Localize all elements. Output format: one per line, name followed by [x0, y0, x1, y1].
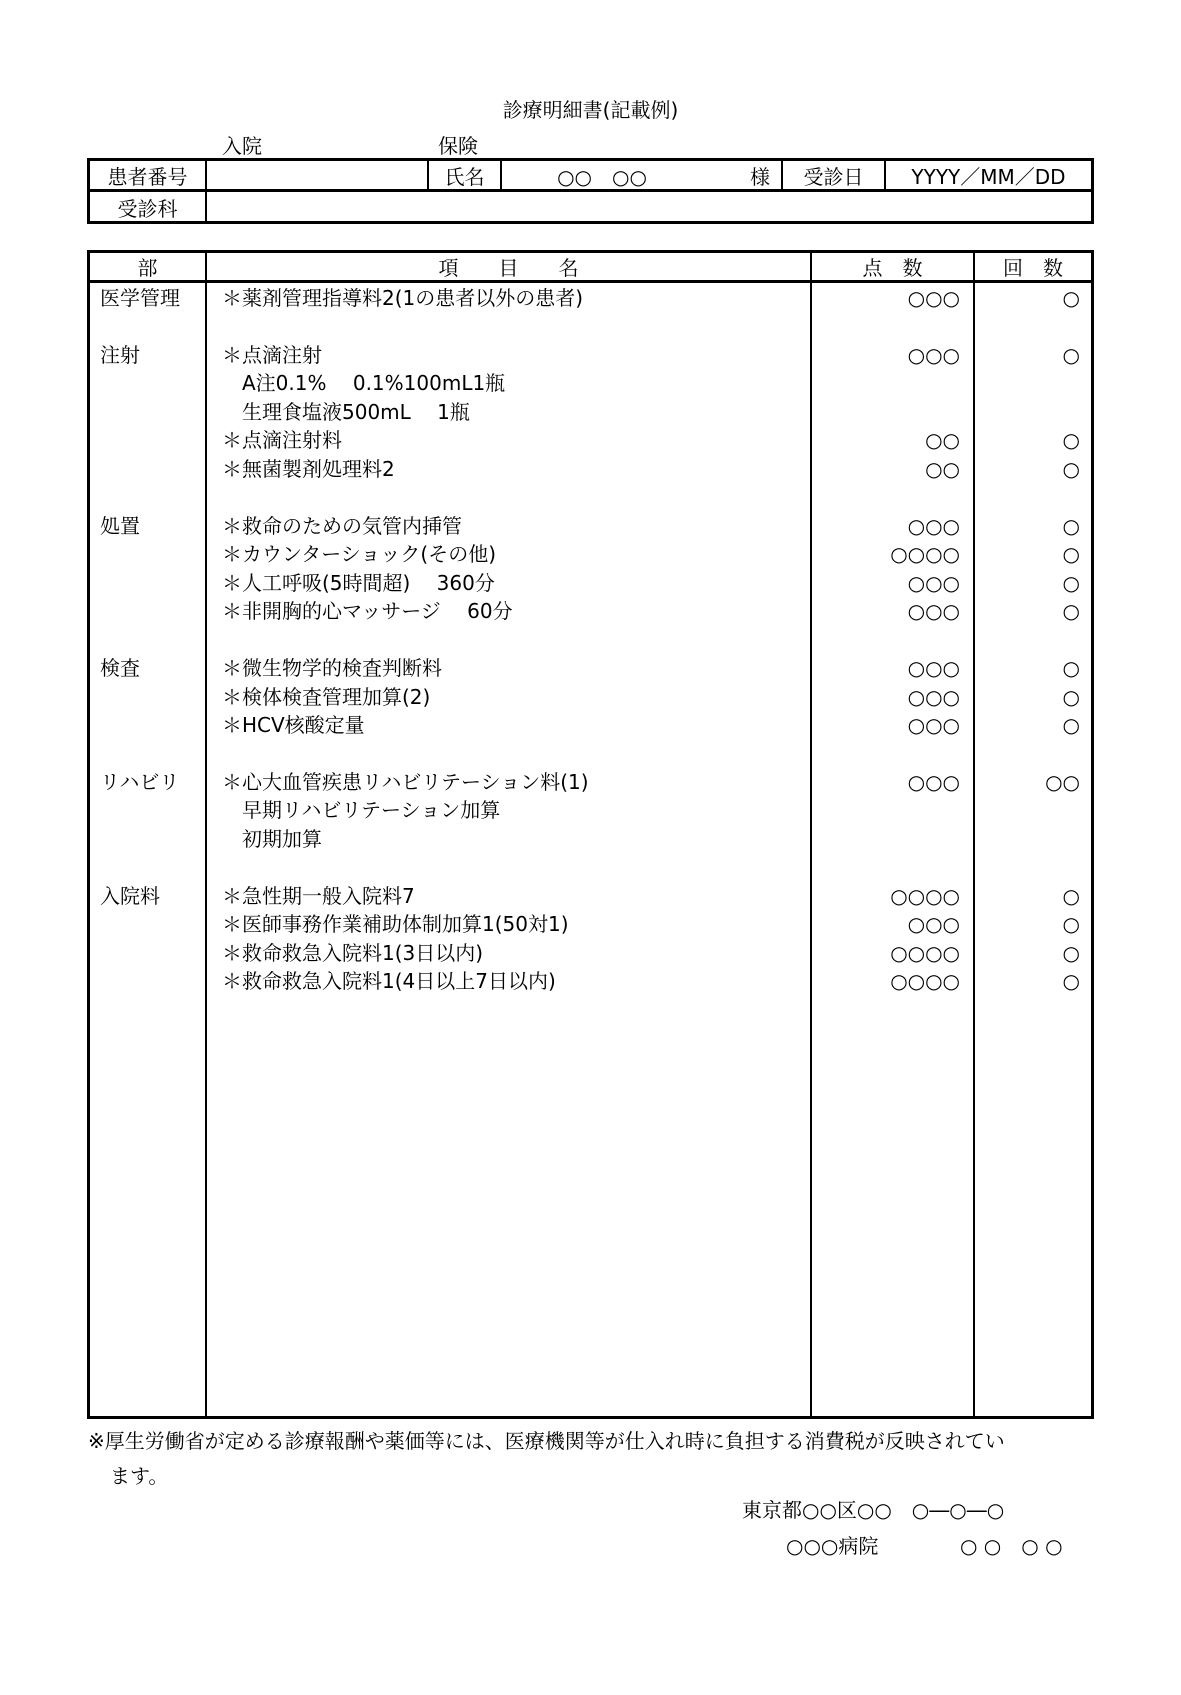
table-row [87, 597, 1093, 626]
item-name: 早期リハビリテーション加算 [242, 798, 501, 823]
insurance-label: 保険 [438, 134, 478, 158]
admission-label: 入院 [222, 134, 262, 158]
row-group [87, 284, 1093, 313]
row-group [87, 654, 1093, 740]
footnote-line1: ※厚生労働省が定める診療報酬や薬価等には、医療機関等が仕入れ時に負担する消費税が反映されてい [88, 1429, 1005, 1453]
table-row [87, 711, 1093, 740]
count-value: ○ [1062, 570, 1080, 595]
item-name: ＊非開胸的心マッサージ 60分 [222, 599, 513, 624]
points-value: ○○○ [907, 513, 960, 538]
row-group [87, 512, 1093, 626]
patient-number-label: 患者番号 [107, 164, 188, 189]
item-name: ＊点滴注射料 [222, 428, 342, 453]
table-row [87, 796, 1093, 825]
column-header-item: 項 目 名 [438, 255, 579, 280]
footnote-line2: ます。 [110, 1464, 169, 1488]
hospital-phone: ○ ○ ○ ○ [960, 1534, 1063, 1558]
column-header-count: 回 数 [1003, 255, 1063, 280]
table-row [87, 369, 1093, 398]
visit-date-label: 受診日 [803, 164, 864, 189]
count-value: ○ [1062, 342, 1080, 367]
dept-name: 入院料 [100, 883, 160, 908]
count-value: ○ [1062, 969, 1080, 994]
row-group [87, 341, 1093, 484]
dept-name: リハビリ [100, 769, 180, 794]
count-value: ○ [1062, 542, 1080, 567]
points-value: ○○ [925, 428, 960, 453]
table-row [87, 512, 1093, 541]
visit-date-value: YYYY／MM／DD [911, 164, 1066, 189]
item-name: 生理食塩液500mL 1瓶 [242, 399, 470, 424]
item-name: ＊点滴注射 [222, 342, 322, 367]
detail-rows [87, 284, 1093, 1024]
item-name: ＊救命救急入院料1(3日以内) [222, 940, 484, 965]
item-name: ＊無菌製剤処理料2 [222, 456, 395, 481]
points-value: ○○○ [907, 286, 960, 310]
points-value: ○○○○ [890, 542, 960, 567]
table-row [87, 426, 1093, 455]
dept-name: 処置 [100, 513, 140, 538]
count-value: ○ [1062, 513, 1080, 538]
name-label: 氏名 [444, 164, 485, 189]
honorific: 様 [750, 164, 770, 189]
item-name: ＊カウンターショック(その他) [222, 542, 497, 567]
points-value: ○○○○ [890, 969, 960, 994]
table-row [87, 540, 1093, 569]
count-value: ○ [1062, 912, 1080, 937]
points-value: ○○○ [907, 912, 960, 937]
hospital-address: 東京都○○区○○ ○―○―○ [742, 1498, 1005, 1522]
count-value: ○ [1062, 940, 1080, 965]
item-name: ＊急性期一般入院料7 [222, 883, 415, 908]
column-header-dept: 部 [137, 255, 158, 280]
table-row [87, 768, 1093, 797]
table-row [87, 654, 1093, 683]
points-value: ○○○ [907, 769, 960, 794]
table-row [87, 398, 1093, 427]
table-row [87, 569, 1093, 598]
count-value: ○ [1062, 599, 1080, 624]
table-row [87, 284, 1093, 313]
item-name: 初期加算 [242, 826, 322, 851]
count-value: ○ [1062, 286, 1080, 310]
points-value: ○○○○ [890, 883, 960, 908]
dept-name: 医学管理 [100, 286, 180, 310]
item-name: ＊救命のための気管内挿管 [222, 513, 462, 538]
department-value [207, 192, 1091, 222]
name-value: ○○ ○○ [557, 164, 647, 189]
item-name: A注0.1% 0.1%100mL1瓶 [242, 371, 506, 396]
count-value: ○ [1062, 456, 1080, 481]
count-value: ○○ [1045, 769, 1080, 794]
item-name: ＊検体検査管理加算(2) [222, 684, 431, 709]
item-name: ＊HCV核酸定量 [222, 713, 365, 738]
item-name: ＊人工呼吸(5時間超) 360分 [222, 570, 495, 595]
department-label: 受診科 [117, 196, 178, 221]
points-value: ○○○ [907, 599, 960, 624]
column-header-points: 点 数 [862, 255, 923, 280]
dept-name: 注射 [100, 342, 140, 367]
hospital-name: ○○○病院 [786, 1534, 879, 1558]
table-row [87, 882, 1093, 911]
item-name: ＊微生物学的検査判断料 [222, 655, 442, 680]
count-value: ○ [1062, 428, 1080, 453]
count-value: ○ [1062, 713, 1080, 738]
table-row [87, 939, 1093, 968]
table-row [87, 683, 1093, 712]
table-row [87, 967, 1093, 996]
points-value: ○○ [925, 456, 960, 481]
item-name: ＊薬剤管理指導料2(1の患者以外の患者) [222, 286, 584, 310]
item-name: ＊医師事務作業補助体制加算1(50対1) [222, 912, 569, 937]
row-group [87, 882, 1093, 996]
patient-number-field [207, 160, 427, 190]
points-value: ○○○ [907, 342, 960, 367]
document-title: 診療明細書(記載例) [502, 98, 679, 122]
points-value: ○○○ [907, 713, 960, 738]
count-value: ○ [1062, 883, 1080, 908]
table-row [87, 825, 1093, 854]
points-value: ○○○ [907, 570, 960, 595]
points-value: ○○○ [907, 684, 960, 709]
count-value: ○ [1062, 684, 1080, 709]
table-row [87, 455, 1093, 484]
dept-name: 検査 [100, 655, 140, 680]
row-group [87, 768, 1093, 854]
item-name: ＊心大血管疾患リハビリテーション料(1) [222, 769, 589, 794]
points-value: ○○○ [907, 655, 960, 680]
item-name: ＊救命救急入院料1(4日以上7日以内) [222, 969, 556, 994]
table-row [87, 341, 1093, 370]
count-value: ○ [1062, 655, 1080, 680]
points-value: ○○○○ [890, 940, 960, 965]
divider [87, 280, 1094, 283]
table-row [87, 910, 1093, 939]
